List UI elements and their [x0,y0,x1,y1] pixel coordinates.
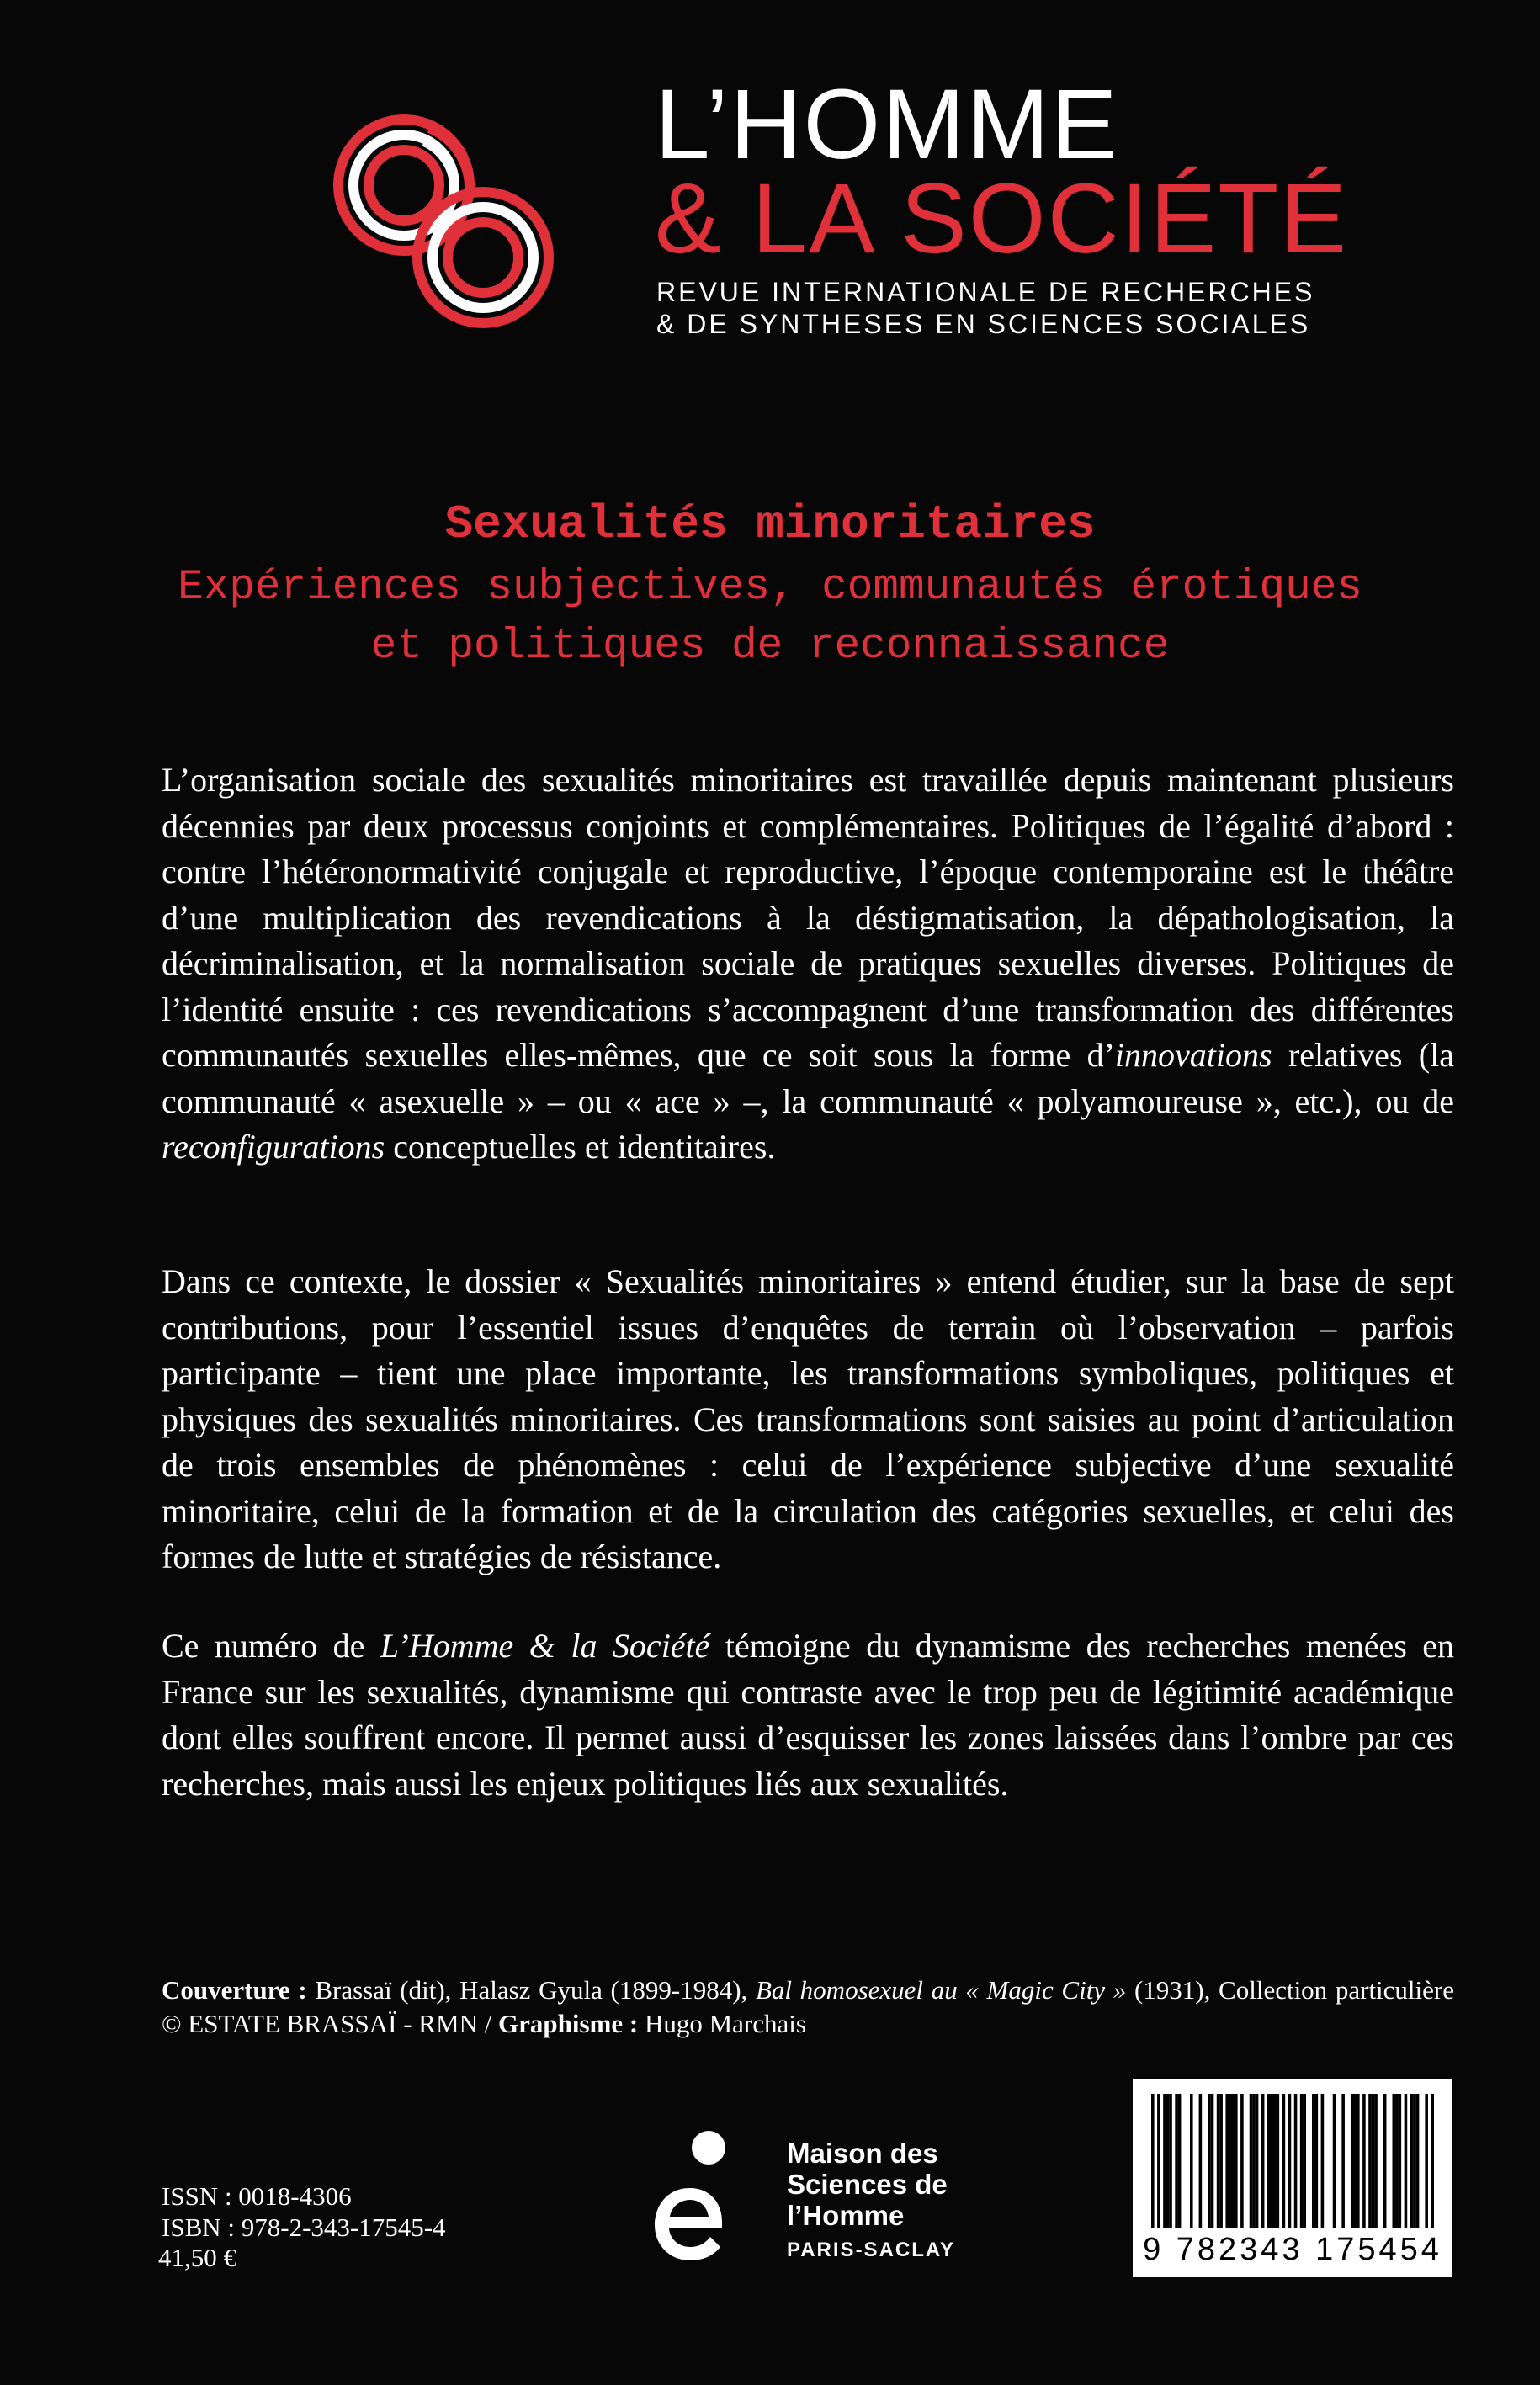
journal-title-line1: L’HOMME [655,69,1119,180]
text-run: Brassaï (dit), Halasz Gyula (1899-1984), [306,1975,756,2005]
barcode-bar [1229,2094,1232,2228]
barcode-bar [1282,2094,1286,2228]
barcode-bar [1395,2094,1399,2228]
text-run: Ce numéro de [162,1627,380,1665]
body-paragraph-1 [162,757,1454,1171]
bold-label: Graphisme : [498,2009,639,2038]
barcode-bar [1425,2094,1428,2228]
text-run: conceptuelles et identitaires. [385,1128,776,1166]
barcode-bar [1190,2094,1193,2228]
barcode-bar [1431,2094,1434,2228]
publisher-name-line3: l’Homme [787,2200,905,2231]
barcode-bar [1413,2094,1416,2228]
msh-e-mark-icon [648,2129,729,2264]
barcode-bar [1372,2094,1375,2228]
text-run: Hugo Marchais [638,2009,806,2038]
italic-text: reconfigurations [162,1128,385,1166]
barcode-bar [1166,2094,1170,2228]
barcode-bar [1261,2094,1265,2228]
barcode-bar [1211,2094,1214,2228]
bold-label: Couverture : [162,1975,307,2005]
barcode-bar [1405,2094,1408,2228]
barcode-bar [1231,2094,1235,2228]
barcode-bar [1157,2094,1160,2228]
barcode-bar [1288,2094,1292,2228]
barcode-bar [1151,2094,1155,2228]
barcode-bar [1368,2094,1372,2228]
barcode-bar [1240,2094,1244,2228]
barcode-bar [1399,2094,1402,2228]
issue-subtitle-line2: et politiques de reconnaissance [370,623,1170,671]
barcode-digits: 9 782343 175454 [1143,2232,1442,2267]
text-run: témoigne du dynamisme des recherches menées en France sur les sexualités, dynamisme qui contraste avec le trop peu de légitimité académique dont elles souffrent encore. Il permet aussi d’esquisser les zones laissées dans l’ombre par ces recherches, mais aussi les enjeux politiques liés aux sexualités. [162,1627,1454,1803]
barcode-bar [1351,2094,1354,2228]
journal-title-line2: & LA SOCIÉTÉ [655,163,1349,274]
text-run: (1931), Collection particulière © ESTATE BRASSAÏ - RMN / [162,1975,1454,2038]
barcode-bar [1315,2094,1319,2228]
barcode-bar [1217,2094,1220,2228]
barcode-bar [1383,2094,1387,2228]
barcode-bar [1303,2094,1306,2228]
isbn: ISBN : 978-2-343-17545-4 [162,2212,446,2242]
journal-subtitle-line1: REVUE INTERNATIONALE DE RECHERCHES [656,277,1315,307]
text-run: Dans ce contexte, le dossier « Sexualités minoritaires » entend étudier, sur la base de sept contributions, pour l’essentiel issues d’enquêtes de terrain où l’observation – parfois participante – tient une place importante, les transformations symboliques, politiques et physiques des sexualités minoritaires. Ces transformations sont saisies au point d’articulation de trois ensembles de phénomènes : celui de l’expérience subjective d’une sexualité minoritaire, celui de la formation et de la circulation des catégories sexuelles, et celui des formes de lutte et stratégies de résistance. [162,1262,1454,1575]
barcode-bar [1333,2094,1336,2228]
barcode-bar [1321,2094,1325,2228]
barcode-bar [1175,2094,1178,2228]
barcode-bar [1273,2094,1277,2228]
barcode-bar [1270,2094,1273,2228]
barcode-bar [1235,2094,1238,2228]
barcode-bar [1256,2094,1259,2228]
journal-subtitle-line2: & DE SYNTHESES EN SCIENCES SOCIALES [656,309,1311,339]
issue-title: Sexualités minoritaires [444,497,1096,551]
interlinked-rings-logo [330,111,557,332]
publisher-name-line2: Sciences de [787,2169,948,2200]
italic-text: Bal homosexuel au « Magic City » [755,1975,1127,2005]
barcode-bar [1300,2094,1304,2228]
italic-text: L’Homme & la Société [380,1627,710,1665]
barcode-bar [1312,2094,1315,2228]
barcode-bar [1357,2094,1360,2228]
barcode-box [1133,2079,1452,2277]
barcode-bar [1294,2094,1298,2228]
barcode-bar [1163,2094,1166,2228]
barcode-bar [1219,2094,1223,2228]
barcode-bar [1354,2094,1357,2228]
barcode-bar [1374,2094,1378,2228]
barcode-bar [1416,2094,1420,2228]
body-paragraph-3 [162,1623,1454,1807]
barcode-bar [1277,2094,1280,2228]
barcode-bar [1250,2094,1253,2228]
price: 41,50 € [158,2243,236,2272]
text-run: relatives (la communauté « asexuelle » – ou « ace » –, la communauté « polyamoureuse », etc.), ou de [162,1036,1454,1120]
cover-credits [162,1973,1454,2041]
publisher-name-line1: Maison des [787,2138,938,2169]
barcode-bar [1392,2094,1395,2228]
body-paragraph-2 [162,1259,1454,1580]
issue-subtitle-line1: Expériences subjectives, communautés érotiques [178,564,1362,612]
barcode-bar [1199,2094,1203,2228]
barcode-bar [1267,2094,1271,2228]
ean13-barcode [1151,2094,1434,2228]
barcode-bar [1410,2094,1414,2228]
barcode-bar [1169,2094,1172,2228]
barcode-bar [1208,2094,1211,2228]
barcode-bar [1362,2094,1366,2228]
issn: ISSN : 0018-4306 [162,2181,352,2211]
publisher-location: PARIS-SACLAY [787,2239,956,2261]
barcode-bar [1178,2094,1182,2228]
barcode-bar [1252,2094,1256,2228]
barcode-bar [1341,2094,1345,2228]
italic-text: innovations [1114,1036,1272,1074]
barcode-bar [1225,2094,1229,2228]
text-run: L’organisation sociale des sexualités minoritaires est travaillée depuis maintenant plusieurs décennies par deux processus conjoints et complémentaires. Politiques de l’égalité d’abord : contre l’hétéronormativité conjugale et reproductive, l’époque contemporaine est le théâtre d’une multiplication des revendications à la déstigmatisation, la dépathologisation, la décriminalisation, et la normalisation sociale de pratiques sexuelles diverses. Politiques de l’identité ensuite : ces revendications s’accompagnent d’une transformation des différentes communautés sexuelles elles-mêmes, que ce soit sous la forme d’ [162,761,1454,1074]
